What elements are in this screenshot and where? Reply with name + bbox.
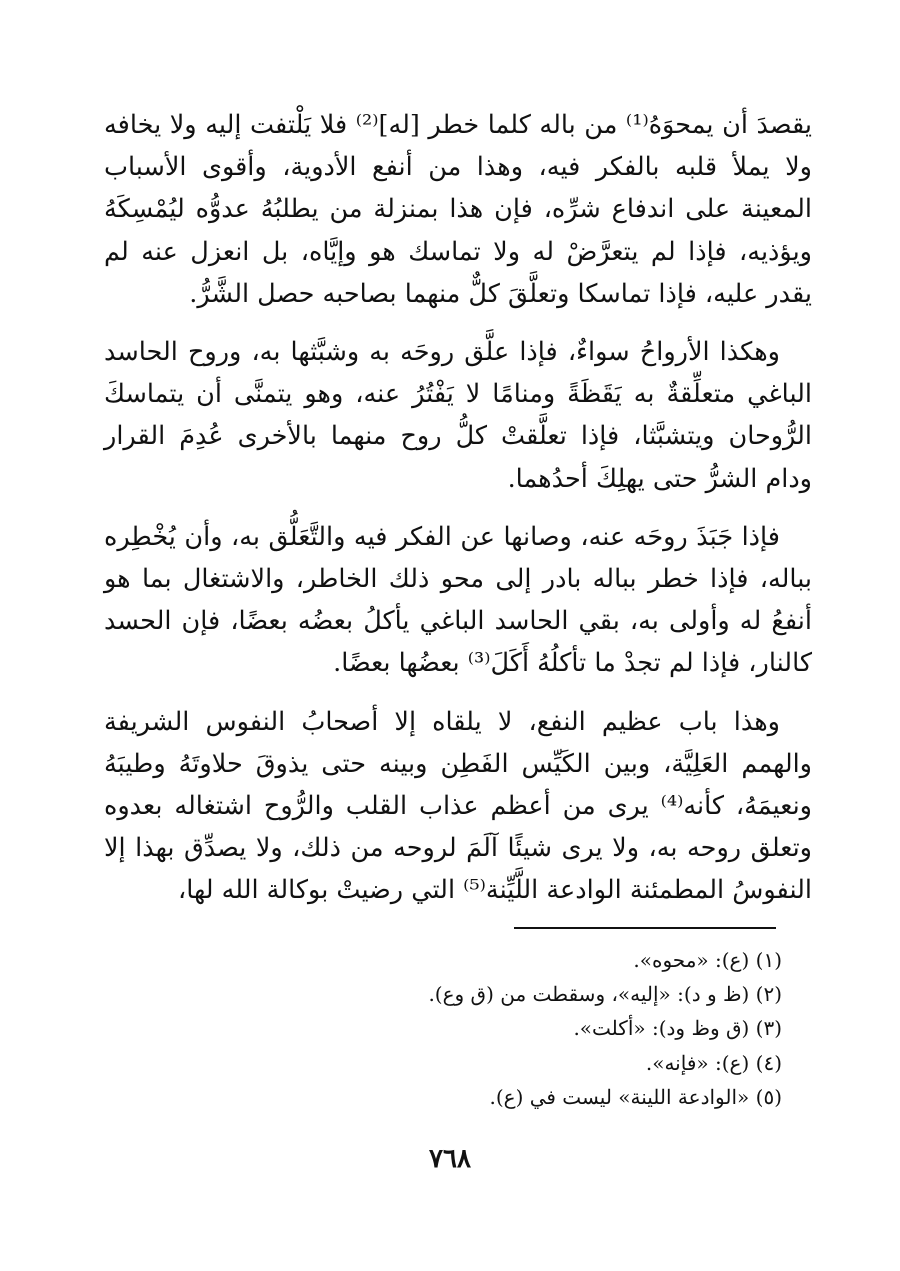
- paragraph-4: وهذا باب عظيم النفع، لا يلقاه إلا أصحابُ النفوس الشريفة والهمم العَلِيَّة، وبين الكَيِّس الفَطِن وبينه حتى يذوقَ حلاوتَهُ وطيبَهُ ونعيمَهُ، كأنه⁽⁴⁾ يرى من أعظم عذاب القلب والرُّوح اشتغاله بعدوه وتعلق روحه به، ولا يرى شيئًا آلَمَ لروحه من ذلك، ولا يصدِّق بهذا إلا النفوسُ المطمئنة الوادعة اللَّيِّنة⁽⁵⁾ التي رضيتْ بوكالة الله لها،: [104, 706, 812, 906]
- paragraph-1: يقصدَ أن يمحوَهُ⁽¹⁾ من باله كلما خطر [له]⁽²⁾ فلا يَلْتفت إليه ولا يخافه ولا يملأ قلبه بالفكر فيه، وهذا من أنفع الأدوية، وأقوى الأسباب المعينة على اندفاع شرِّه، فإن هذا بمنزلة من يطلبُهُ عدوُّه ليُمْسِكَهُ ويؤذيه، فإذا لم يتعرَّضْ له ولا تماسك هو وإيَّاه، بل انعزل عنه لم يقدر عليه، فإذا تماسكا وتعلَّقَ كلٌّ منهما بصاحبه حصل الشَّرُّ.: [104, 110, 812, 309]
- footnote-3: (٣) (ق وظ ود): «أكلت».: [573, 1016, 782, 1041]
- page-number: ٧٦٨: [429, 1144, 471, 1174]
- footnote-2: (٢) (ظ و د): «إليه»، وسقطت من (ق وع).: [428, 982, 782, 1007]
- footnotes: [122, 943, 782, 1114]
- footnote-4: (٤) (ع): «فإنه».: [645, 1050, 782, 1075]
- main-text: [104, 104, 812, 912]
- footnote-separator: [514, 927, 776, 929]
- footnote-5: (٥) «الوادعة اللينة» ليست في (ع).: [489, 1084, 782, 1109]
- paragraph-2: وهكذا الأرواحُ سواءٌ، فإذا علَّق روحَه به وشبَّثها به، وروح الحاسد الباغي متعلِّقةٌ به يَقَظَةً ومنامًا لا يَفْتُرُ عنه، وهو يتمنَّى أن يتماسكَ الرُّوحان ويتشبَّثا، فإذا تعلَّقتْ كلُّ روح منهما بالأخرى عُدِمَ القرار ودام الشرُّ حتى يهلِكَ أحدُهما.: [104, 337, 812, 494]
- footnote-1: (١) (ع): «محوه».: [633, 948, 782, 972]
- paragraph-3: فإذا جَبَذَ روحَه عنه، وصانها عن الفكر فيه والتَّعَلُّق به، وأن يُخْطِره بباله، فإذا خطر بباله بادر إلى محو ذلك الخاطر، والاشتغال بما هو أنفعُ له وأولى به، بقي الحاسد الباغي يأكلُ بعضُه بعضًا، فإن الحسد كالنار، فإذا لم تجدْ ما تأكلُهُ أَكَلَ⁽³⁾ بعضُها بعضًا.: [104, 521, 812, 679]
